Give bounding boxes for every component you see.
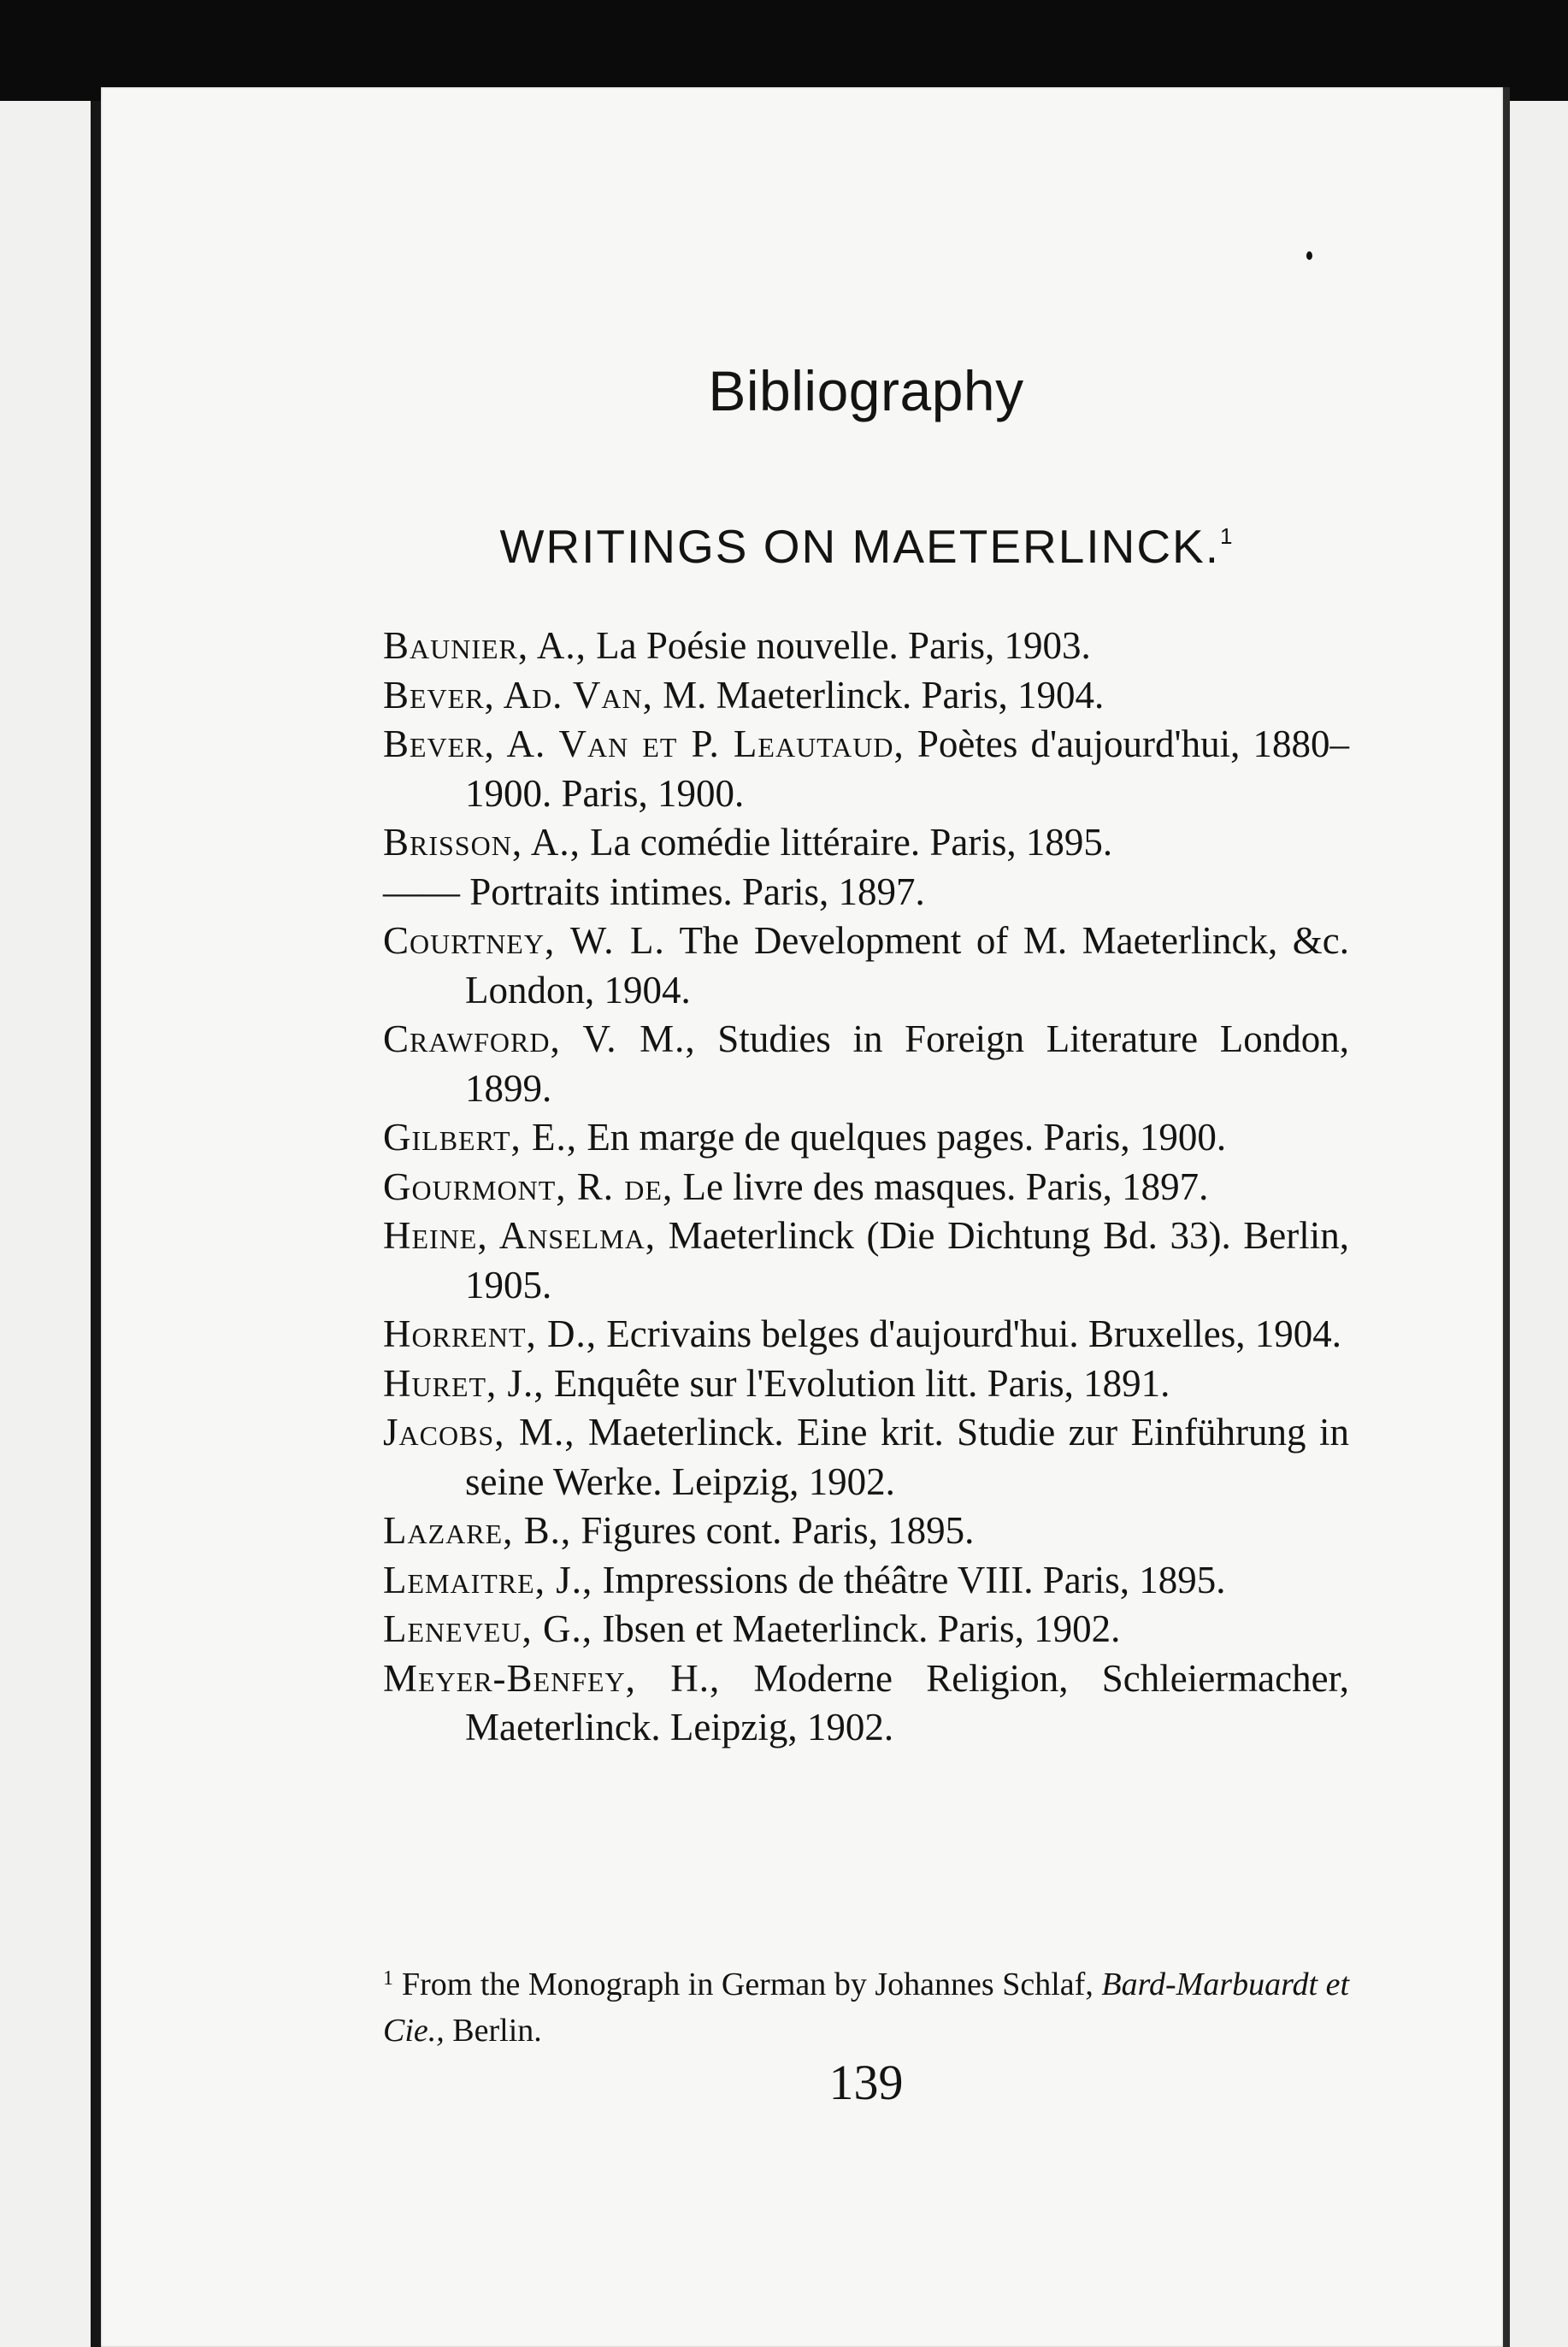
bibliography-entry — [383, 1212, 1349, 1310]
bibliography-entry — [383, 868, 1349, 917]
entry-details: Ibsen et Maeterlinck. Paris, 1902. — [592, 1607, 1121, 1650]
bibliography-entry — [383, 1507, 1349, 1556]
entry-details: Ecrivains belges d'aujourd'hui. Bruxelles, 1904. — [597, 1312, 1342, 1355]
bibliography-entry — [383, 1556, 1349, 1606]
entry-author: Meyer-Benfey, H., — [383, 1656, 721, 1700]
footnote-mark: 1 — [383, 1967, 393, 1990]
entry-details: La Poésie nouvelle. Paris, 1903. — [586, 624, 1091, 667]
entry-author: Bever, Ad. Van, — [383, 673, 653, 716]
entry-details: La comédie littéraire. Paris, 1895. — [580, 821, 1113, 864]
footnote-text: From the Monograph in German by Johannes Schlaf, — [402, 1967, 1093, 2002]
ink-speck — [1306, 251, 1312, 260]
book-binding-shadow — [91, 101, 101, 2347]
page-number: 139 — [828, 2055, 904, 2110]
next-page-edge — [1510, 101, 1568, 2347]
entry-details: Poètes d'aujourd'hui, 1880–1900. Paris, 1900. — [465, 722, 1350, 815]
entry-author: Brisson, A., — [383, 821, 581, 864]
bibliography-entry — [383, 1654, 1349, 1753]
entry-details: Enquête sur l'Evolution litt. Paris, 1891. — [544, 1361, 1170, 1405]
bibliography-entry — [383, 1408, 1349, 1507]
footnote — [383, 1955, 1349, 2054]
bibliography-entry — [383, 1310, 1349, 1359]
entry-details: Maeterlinck. Eine krit. Studie zur Einführung in seine Werke. Leipzig, 1902. — [465, 1411, 1349, 1503]
entry-author-dash: —— — [383, 870, 460, 913]
bibliography-entry — [383, 1015, 1349, 1113]
book-page — [101, 87, 1503, 2347]
entry-details: Portraits intimes. Paris, 1897. — [460, 870, 925, 913]
entry-details: Figures cont. Paris, 1895. — [571, 1509, 975, 1552]
bibliography-list — [383, 622, 1349, 1753]
bibliography-entry — [383, 1163, 1349, 1212]
entry-details: Studies in Foreign Literature London, 1899. — [465, 1017, 1349, 1110]
section-heading — [383, 520, 1349, 573]
page-title: Bibliography — [708, 359, 1024, 422]
entry-details: The Development of M. Maeterlinck, &c. London, 1904. — [465, 919, 1349, 1011]
entry-author: Baunier, A., — [383, 624, 587, 667]
entry-author: Lemaitre, J., — [383, 1558, 593, 1601]
bibliography-entry — [383, 1113, 1349, 1163]
entry-details: Le livre des masques. Paris, 1897. — [673, 1165, 1209, 1208]
section-heading-text: WRITINGS ON MAETERLINCK. — [499, 520, 1221, 573]
entry-author: Heine, Anselma, — [383, 1214, 657, 1257]
bibliography-entry — [383, 917, 1349, 1015]
footnote-publisher: Bard-Marbuardt et Cie., — [383, 1967, 1349, 2049]
bibliography-entry — [383, 671, 1349, 721]
entry-author: Leneveu, G., — [383, 1607, 592, 1650]
entry-author: Courtney, W. L. — [383, 919, 665, 962]
bibliography-entry — [383, 622, 1349, 671]
entry-author: Gilbert, E., — [383, 1116, 578, 1159]
entry-author: Huret, J., — [383, 1361, 545, 1405]
bibliography-entry — [383, 1359, 1349, 1409]
footnote-city: Berlin. — [444, 2013, 542, 2049]
entry-author: Crawford, V. M., — [383, 1017, 696, 1060]
bibliography-entry — [383, 720, 1349, 818]
entry-author: Gourmont, R. de, — [383, 1165, 674, 1208]
footnote-reference-mark: 1 — [1220, 523, 1233, 549]
entry-details: Moderne Religion, Schleiermacher, Maeterlinck. Leipzig, 1902. — [465, 1656, 1350, 1748]
entry-details: Impressions de théâtre VIII. Paris, 1895. — [592, 1558, 1226, 1601]
bibliography-entry — [383, 1605, 1349, 1654]
bibliography-entry — [383, 818, 1349, 868]
entry-details: Maeterlinck (Die Dichtung Bd. 33). Berlin, 1905. — [465, 1214, 1350, 1306]
entry-details: En marge de quelques pages. Paris, 1900. — [577, 1116, 1227, 1159]
entry-details: M. Maeterlinck. Paris, 1904. — [652, 673, 1105, 716]
entry-author: Jacobs, M., — [383, 1411, 575, 1454]
entry-author: Bever, A. Van et P. Leautaud, — [383, 722, 905, 765]
right-page-edge-shadow — [1503, 87, 1510, 2347]
entry-author: Horrent, D., — [383, 1312, 597, 1355]
entry-author: Lazare, B., — [383, 1509, 572, 1552]
left-page-edge — [0, 101, 91, 2347]
